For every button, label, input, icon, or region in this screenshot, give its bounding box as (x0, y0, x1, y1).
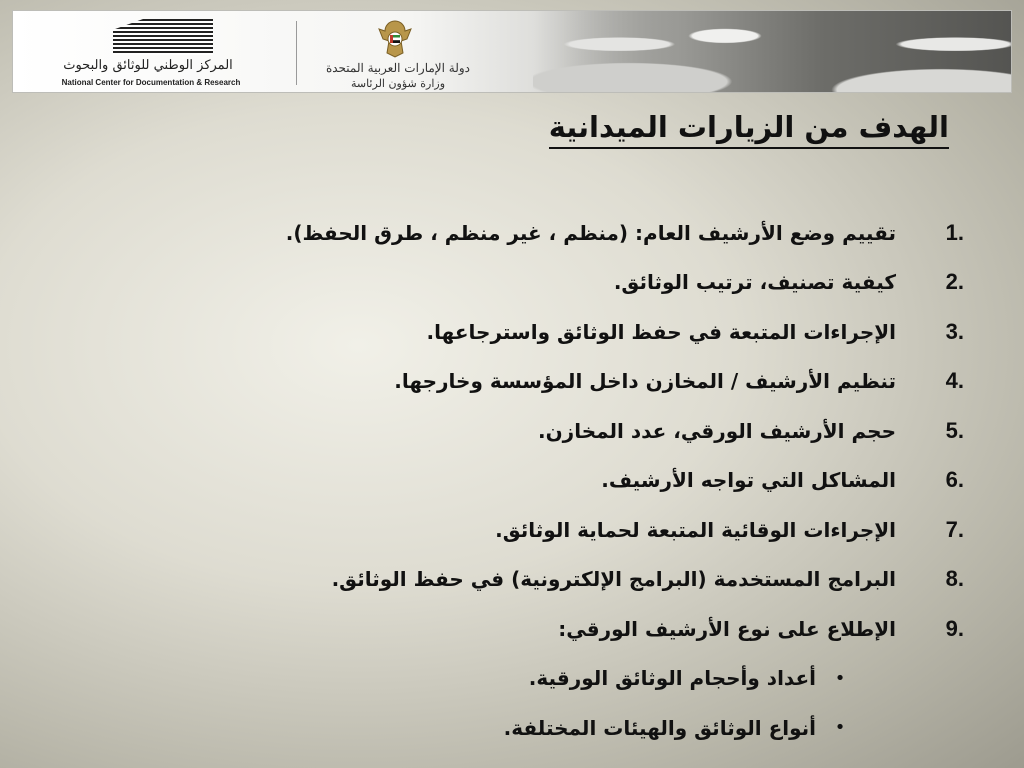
list-item (144, 505, 964, 555)
uae-emblem-icon (375, 17, 415, 59)
list-item (144, 357, 964, 407)
item-text: الإطلاع على نوع الأرشيف الورقي: (558, 616, 896, 641)
list-item (144, 208, 964, 258)
item-number: 3. (945, 318, 964, 344)
sub-list-item (144, 703, 964, 753)
list-item (144, 307, 964, 357)
list-item (144, 258, 964, 308)
item-number: 7. (945, 516, 964, 542)
item-number: 8. (945, 566, 964, 592)
list-item (144, 406, 964, 456)
center-name-arabic: المركز الوطني للوثائق والبحوث (63, 58, 233, 73)
item-text: تقييم وضع الأرشيف العام: (منظم ، غير منظم ، طرق الحفظ). (285, 220, 896, 245)
item-text: الإجراءات المتبعة في حفظ الوثائق واسترجاعها. (426, 319, 896, 344)
sub-list-item (144, 654, 964, 704)
objectives-list (144, 208, 964, 753)
header-banner (12, 10, 1012, 93)
center-name-english: National Center for Documentation & Research (61, 78, 241, 87)
list-item (144, 456, 964, 506)
list-item (144, 604, 964, 654)
center-logo-icon (113, 19, 213, 55)
item-text: تنظيم الأرشيف / المخازن داخل المؤسسة وخارجها. (394, 369, 896, 394)
sub-item-text: أعداد وأحجام الوثائق الورقية. (528, 666, 816, 691)
item-number: 1. (945, 219, 964, 245)
item-text: المشاكل التي تواجه الأرشيف. (601, 468, 896, 493)
item-text: كيفية تصنيف، ترتيب الوثائق. (613, 270, 896, 295)
ministry-name: وزارة شؤون الرئاسة (350, 77, 446, 90)
header-divider (296, 21, 297, 85)
header-photo (533, 11, 1012, 93)
item-number: 2. (945, 269, 964, 295)
state-name: دولة الإمارات العربية المتحدة (325, 61, 471, 75)
item-number: 6. (945, 467, 964, 493)
bullet-icon: • (834, 717, 846, 739)
item-number: 9. (945, 615, 964, 641)
bullet-icon: • (834, 667, 846, 689)
list-item (144, 555, 964, 605)
item-text: الإجراءات الوقائية المتبعة لحماية الوثائق. (495, 517, 896, 542)
item-number: 5. (945, 417, 964, 443)
sub-item-text: أنواع الوثائق والهيئات المختلفة. (503, 715, 816, 740)
item-number: 4. (945, 368, 964, 394)
item-text: حجم الأرشيف الورقي، عدد المخازن. (538, 418, 896, 443)
slide-title: الهدف من الزيارات الميدانية (549, 110, 949, 149)
item-text: البرامج المستخدمة (البرامج الإلكترونية) في حفظ الوثائق. (331, 567, 896, 592)
